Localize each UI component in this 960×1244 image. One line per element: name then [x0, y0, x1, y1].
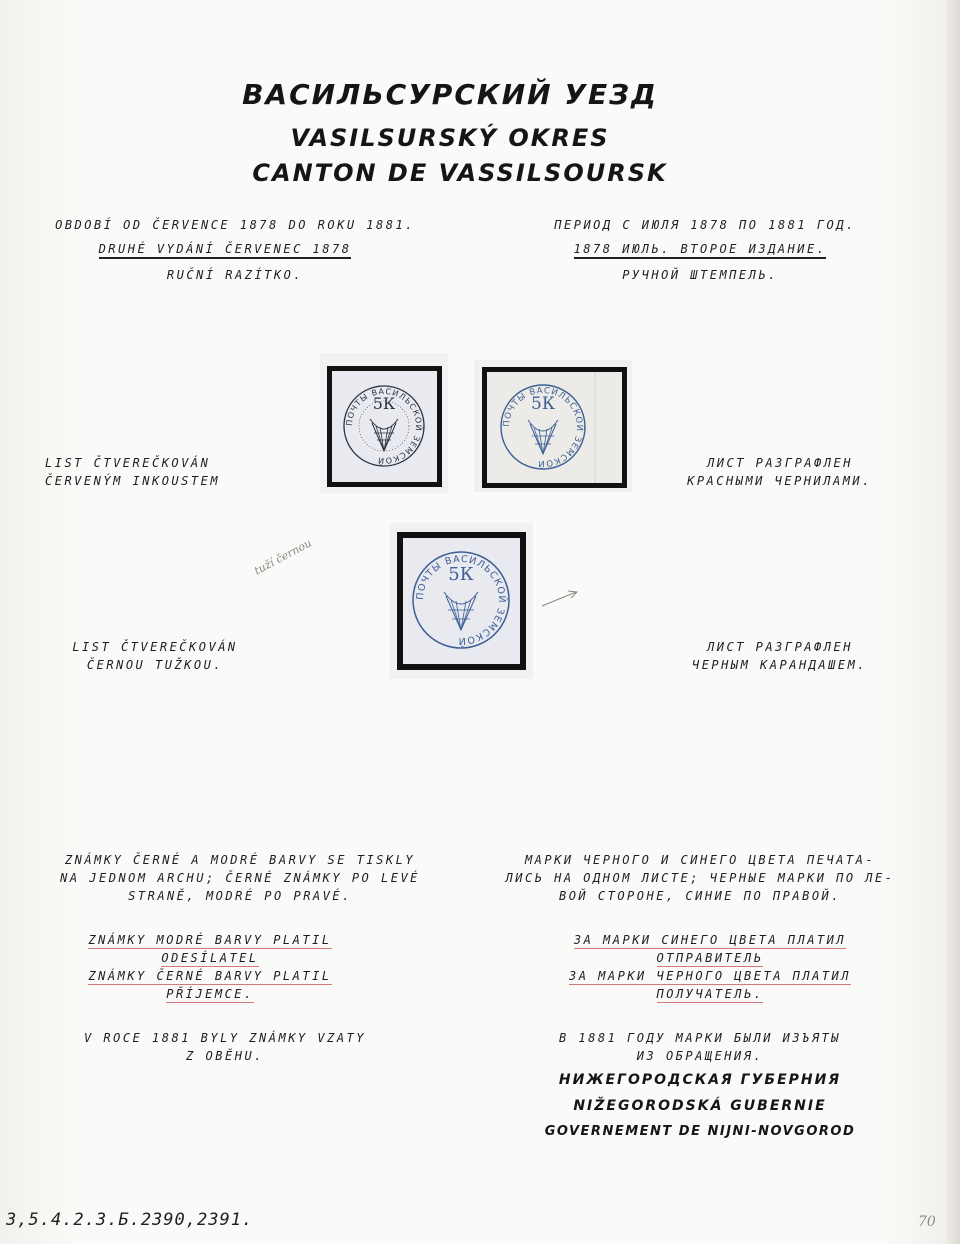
bottom-left-p2-1-text: ZNÁMKY MODRÉ BARVY PLATIL [88, 933, 332, 947]
pencil-note: tuží černou [252, 536, 314, 578]
stamp-3-value: 5К [448, 564, 474, 585]
bottom-left-p2-3 [60, 969, 360, 983]
left-header-type: RUČNÍ RAZÍTKO. [166, 268, 304, 282]
page-number-mark: 70 [918, 1214, 936, 1230]
bottom-left-p2-3-text: ZNÁMKY ČERNÉ BARVY PLATIL [88, 969, 332, 983]
stamp-2-seal-icon [487, 372, 622, 483]
stamp-2-value: 5К [531, 394, 555, 414]
bottom-right-p1-3: ВОЙ СТОРОНЕ, СИНИЕ ПО ПРАВОЙ. [558, 889, 841, 903]
left-header-edition-text: DRUHÉ VYDÁNÍ ČERVENEC 1878 [99, 242, 352, 259]
left-header-edition [60, 242, 390, 256]
right-label-2b: ЧЕРНЫМ КАРАНДАШЕМ. [691, 658, 868, 672]
left-label-2a: LIST ČTVEREČKOVÁN [72, 640, 238, 654]
province-russian: НИЖЕГОРОДСКАЯ ГУБЕРНИЯ [558, 1072, 842, 1088]
stamp-2-ring-text: ПОЧТЫ ВАСИЛЬСКОЙ ЗЕМСКОЙ [501, 385, 585, 469]
left-label-1b: ČERVENÝM INKOUSTEM [45, 474, 221, 488]
bottom-right-p2-2 [530, 951, 890, 965]
province-czech: NIŽEGORODSKÁ GUBERNIE [573, 1098, 827, 1114]
bottom-left-p2-4-text: PŘÍJEMCE. [166, 987, 254, 1001]
pencil-arrow-icon [540, 586, 582, 610]
bottom-left-p1-1: ZNÁMKY ČERNÉ A MODRÉ BARVY SE TISKLY [64, 853, 416, 867]
stamp-3 [397, 532, 526, 670]
bottom-left-p1-2: NA JEDNOM ARCHU; ČERNÉ ZNÁMKY PO LEVÉ [60, 871, 420, 885]
left-label-1a: LIST ČTVEREČKOVÁN [45, 456, 211, 470]
stamp-1-value: 5К [372, 394, 396, 413]
stamp-2 [482, 367, 627, 488]
bottom-right-p2-1 [530, 933, 890, 947]
bottom-right-p3-1: В 1881 ГОДУ МАРКИ БЫЛИ ИЗЪЯТЫ [558, 1031, 841, 1045]
right-header-edition [545, 242, 855, 256]
page-edge [946, 0, 960, 1244]
left-header-period: OBDOBÍ OD ČERVENCE 1878 DO ROKU 1881. [55, 218, 415, 232]
bottom-right-p2-3-text: ЗА МАРКИ ЧЕРНОГО ЦВЕТА ПЛАТИЛ [568, 969, 851, 983]
right-header-period: ПЕРИОД С ИЮЛЯ 1878 ПО 1881 ГОД. [554, 218, 856, 232]
bottom-left-p2-4 [60, 987, 360, 1001]
right-label-1a: ЛИСТ РАЗГРАФЛЕН [707, 456, 853, 470]
right-header-type: РУЧНОЙ ШТЕМПЕЛЬ. [622, 268, 778, 282]
stamp-1-seal-icon [332, 371, 437, 482]
stamp-1-paper [332, 371, 437, 482]
bottom-right-p3-2: ИЗ ОБРАЩЕНИЯ. [636, 1049, 764, 1063]
title-russian: ВАСИЛЬСУРСКИЙ УЕЗД [242, 78, 658, 111]
stamp-3-paper [403, 538, 520, 664]
bottom-left-p1-3: STRANĚ, MODRÉ PO PRAVÉ. [128, 889, 352, 903]
bottom-right-p2-4 [530, 987, 890, 1001]
right-header-edition-text: 1878 ИЮЛЬ. ВТОРОЕ ИЗДАНИЕ. [574, 242, 827, 259]
bottom-right-p2-1-text: ЗА МАРКИ СИНЕГО ЦВЕТА ПЛАТИЛ [573, 933, 847, 947]
catalog-reference: 3,5.4.2.3.Б.2390,2391. [6, 1210, 254, 1230]
bottom-right-p1-2: ЛИСЬ НА ОДНОМ ЛИСТЕ; ЧЕРНЫЕ МАРКИ ПО ЛЕ- [505, 871, 895, 885]
province-french: GOVERNEMENT DE NIJNI-NOVGOROD [544, 1124, 856, 1139]
stamp-1-ring-text: ПОЧТЫ ВАСИЛЬСКОЙ ЗЕМСКОЙ [344, 386, 424, 466]
right-label-2a: ЛИСТ РАЗГРАФЛЕН [707, 640, 853, 654]
title-czech: VASILSURSKÝ OKRES [290, 124, 610, 152]
bottom-left-p3-1: V ROCE 1881 BYLY ZNÁMKY VZATY [83, 1031, 366, 1045]
stamp-2-paper [487, 372, 622, 483]
right-label-1b: КРАСНЫМИ ЧЕРНИЛАМИ. [687, 474, 872, 488]
left-label-2b: ČERNOU TUŽKOU. [86, 658, 224, 672]
bottom-left-p3-2: Z OBĚHU. [186, 1049, 264, 1063]
bottom-left-p2-1 [60, 933, 360, 947]
bottom-right-p2-2-text: ОТПРАВИТЕЛЬ [656, 951, 764, 965]
bottom-left-p2-2-text: ODESÍLATEL [161, 951, 259, 965]
title-french: CANTON DE VASSILSOURSK [252, 159, 668, 187]
bottom-right-p2-3 [530, 969, 890, 983]
stamp-3-ring-text: ПОЧТЫ ВАСИЛЬСКОЙ ЗЕМСКОЙ [414, 553, 508, 647]
stamp-1 [327, 366, 442, 487]
bottom-left-p2-2 [60, 951, 360, 965]
bottom-right-p1-1: МАРКИ ЧЕРНОГО И СИНЕГО ЦВЕТА ПЕЧАТА- [524, 853, 876, 867]
bottom-right-p2-4-text: ПОЛУЧАТЕЛЬ. [656, 987, 764, 1001]
stamp-3-seal-icon [403, 538, 520, 664]
